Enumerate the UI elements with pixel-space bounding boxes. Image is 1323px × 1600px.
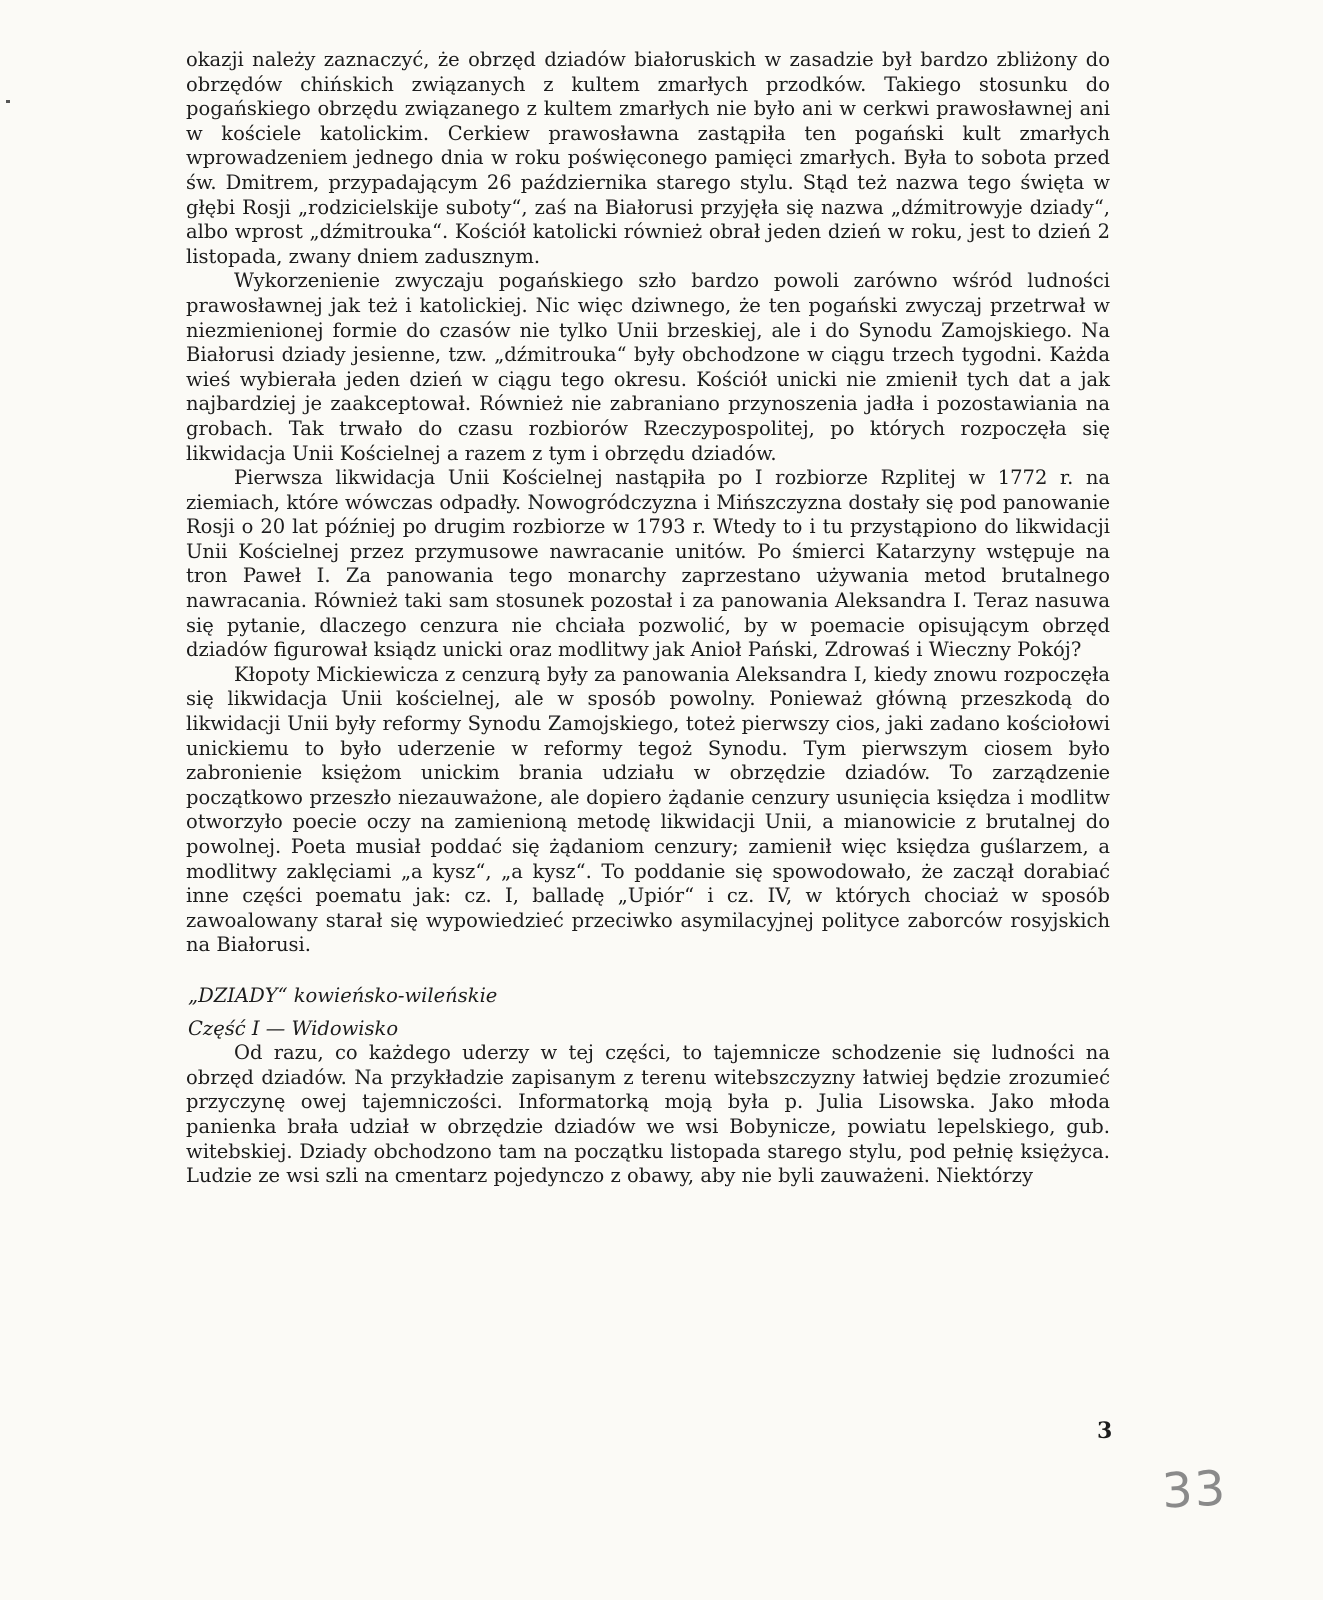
paragraph-4: Kłopoty Mickiewicza z cenzurą były za panowania Aleksandra I, kiedy znowu rozpoczęła się likwidacja Unii kościelnej, ale w sposób powolny. Ponieważ główną przeszkodą do likwidacji Unii były reformy Synodu Zamojskiego, toteż pierwszy cios, jaki zadano kościołowi unickiemu to było uderzenie w reformy tegoż Synodu. Tym pierwszym ciosem było zabronienie księżom unickim brania udziału w obrzędzie dziadów. To zarządzenie początkowo przeszło niezauważone, ale dopiero żądanie cenzury usunięcia księdza i modlitw otworzyło poecie oczy na zamienioną metodę likwidacji Unii, a mianowicie z brutalnej do powolnej. Poeta musiał poddać się żądaniom cenzury; zamienił więc księdza guślarzem, a modlitwy zaklęciami „a kysz“, „a kysz“. To poddanie się spowodowało, że zaczął dorabiać inne części poematu jak: cz. I, balladę „Upiór“ i cz. IV, w których chociaż w sposób zawoalowany starał się wypowiedzieć przeciwko asymilacyjnej polityce zaborców rosyjskich na Białorusi. <box>186 662 1110 957</box>
handwritten-page-number: 33 <box>1160 1460 1229 1520</box>
page-number: 3 <box>1097 1418 1113 1444</box>
section-title: „DZIADY“ kowieńsko-wileńskie <box>188 983 498 1007</box>
margin-mark <box>6 100 10 103</box>
section-subtitle: Część I — Widowisko <box>188 1016 399 1040</box>
paragraph-1: okazji należy zaznaczyć, że obrzęd dziadów białoruskich w zasadzie był bardzo zbliżony do obrzędów chińskich związanych z kultem zmarłych przodków. Takiego stosunku do pogańskiego obrzędu związanego z kultem zmarłych nie było ani w cerkwi prawosławnej ani w kościele katolickim. Cerkiew prawosławna zastąpiła ten pogański kult zmarłych wprowadzeniem jednego dnia w roku poświęconego pamięci zmarłych. Była to sobota przed św. Dmitrem, przypadającym 26 października starego stylu. Stąd też nazwa tego święta w głębi Rosji „rodzicielskije suboty“, zaś na Białorusi przyjęła się nazwa „dźmitrowyje dziady“, albo wprost „dźmitrouka“. Kościół katolicki również obrał jeden dzień w roku, jest to dzień 2 listopada, zwany dniem zadusznym. <box>186 48 1110 268</box>
section-paragraph: Od razu, co każdego uderzy w tej części, to tajemnicze schodzenie się ludności na obrzęd dziadów. Na przykładzie zapisanym z terenu witebszczyzny łatwiej będzie zrozumieć przyczynę owej tajemniczości. Informatorką moją była p. Julia Lisowska. Jako młoda panienka brała udział w obrzędzie dziadów we wsi Bobynicze, powiatu lepelskiego, gub. witebskiej. Dziady obchodzono tam na początku listopada starego stylu, pod pełnię księżyca. Ludzie ze wsi szli na cmentarz pojedynczo z obawy, aby nie byli zauważeni. Niektórzy <box>186 1041 1110 1188</box>
body-text <box>186 48 1110 1189</box>
paragraph-2: Wykorzenienie zwyczaju pogańskiego szło bardzo powoli zarówno wśród ludności prawosławnej jak też i katolickiej. Nic więc dziwnego, że ten pogański zwyczaj przetrwał w niezmienionej formie do czasów nie tylko Unii brzeskiej, ale i do Synodu Zamojskiego. Na Białorusi dziady jesienne, tzw. „dźmitrouka“ były obchodzone w ciągu trzech tygodni. Każda wieś wybierała jeden dzień w ciągu tego okresu. Kościół unicki nie zmienił tych dat a jak najbardziej je zaakceptował. Również nie zabraniano przynoszenia jadła i pozostawiania na grobach. Tak trwało do czasu rozbiorów Rzeczypospolitej, po których rozpoczęła się likwidacja Unii Kościelnej a razem z tym i obrzędu dziadów. <box>186 269 1110 465</box>
paragraph-3: Pierwsza likwidacja Unii Kościelnej nastąpiła po I rozbiorze Rzplitej w 1772 r. na ziemiach, które wówczas odpadły. Nowogródczyzna i Mińszczyzna dostały się pod panowanie Rosji o 20 lat później po drugim rozbiorze w 1793 r. Wtedy to i tu przystąpiono do likwidacji Unii Kościelnej przez przymusowe nawracanie unitów. Po śmierci Katarzyny wstępuje na tron Paweł I. Za panowania tego monarchy zaprzestano używania metod brutalnego nawracania. Również taki sam stosunek pozostał i za panowania Aleksandra I. Teraz nasuwa się pytanie, dlaczego cenzura nie chciała pozwolić, by w poemacie opisującym obrzęd dziadów figurował ksiądz unicki oraz modlitwy jak Anioł Pański, Zdrowaś i Wieczny Pokój? <box>186 466 1110 662</box>
